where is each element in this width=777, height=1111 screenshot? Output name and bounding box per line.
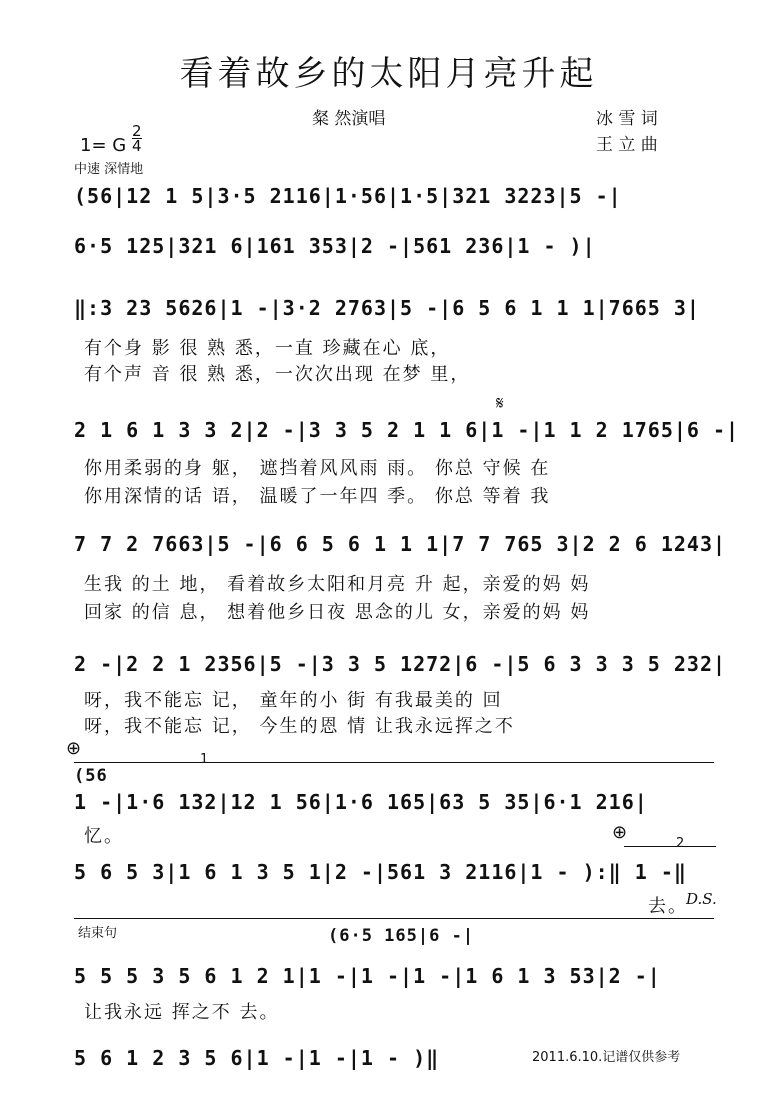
lyric-line-4b: 你用深情的话 语， 温暖了一年四 季。 你总 等着 我 bbox=[84, 486, 551, 507]
lyric-line-7: 忆。 bbox=[84, 826, 124, 847]
note-line-4: 2 1 6 1 3 3 2|2 -|3 3 5 2 1 1 6|1 -|1 1 2 1765|6 -| bbox=[74, 418, 740, 442]
note-line-10: 5 6 1 2 3 5 6|1 -|1 -|1 - )‖ bbox=[74, 1046, 440, 1070]
lyric-line-3b: 有个声 音 很 熟 悉，一次次出现 在梦 里， bbox=[84, 364, 471, 385]
composer-credit: 王 立 曲 bbox=[596, 135, 658, 155]
end-lyric: 去。 bbox=[648, 896, 688, 917]
key-signature bbox=[80, 124, 142, 156]
note-line-5: 7 7 2 7663|5 -|6 6 5 6 1 1 1|7 7 765 3|2 2 6 1243| bbox=[74, 532, 727, 556]
lyric-line-6b: 呀，我不能忘 记， 今生的恩 情 让我永远挥之不 bbox=[84, 716, 515, 737]
time-signature bbox=[132, 124, 142, 153]
time-bottom: 4 bbox=[131, 137, 142, 155]
volta-bracket-2 bbox=[624, 846, 716, 847]
lyric-line-3a: 有个身 影 很 熟 悉，一直 珍藏在心 底， bbox=[84, 338, 451, 359]
volta-bracket-1 bbox=[74, 762, 714, 763]
segno-icon: 𝄋 bbox=[496, 393, 504, 414]
note-line-7: 1 -|1·6 132|12 1 56|1·6 165|63 5 35|6·1 216| bbox=[74, 790, 648, 814]
pickup-notes: (56 bbox=[74, 766, 108, 786]
volta-label-2: 2 bbox=[676, 836, 685, 851]
lyric-line-4a: 你用柔弱的身 躯， 遮挡着风风雨 雨。 你总 守候 在 bbox=[84, 458, 551, 479]
note-line-9: 5 5 5 3 5 6 1 2 1|1 -|1 -|1 -|1 6 1 3 53|2 -| bbox=[74, 964, 661, 988]
note-line-8: 5 6 5 3|1 6 1 3 5 1|2 -|561 3 2116|1 - ):‖ 1 -‖ bbox=[74, 860, 687, 884]
lyricist-credit: 冰 雪 词 bbox=[596, 109, 658, 129]
page-title: 看着故乡的太阳月亮升起 bbox=[179, 54, 598, 94]
ending-label: 结束句 bbox=[78, 926, 118, 941]
coda-icon-2: ⊕ bbox=[612, 822, 628, 843]
lyric-line-5b: 回家 的信 息， 想着他乡日夜 思念的儿 女，亲爱的妈 妈 bbox=[84, 602, 591, 623]
lyric-line-5a: 生我 的土 地， 看着故乡太阳和月亮 升 起，亲爱的妈 妈 bbox=[84, 574, 591, 595]
note-line-1: (56|12 1 5|3·5 2116|1·56|1·5|321 3223|5 -| bbox=[74, 184, 622, 208]
transcription-note: 2011.6.10.记谱仅供参考 bbox=[532, 1050, 681, 1065]
lyric-line-6a: 呀，我不能忘 记， 童年的小 街 有我最美的 回 bbox=[84, 690, 503, 711]
lyric-line-9: 让我永远 挥之不 去。 bbox=[84, 1002, 280, 1023]
note-line-2: 6·5 125|321 6|161 353|2 -|561 236|1 - )| bbox=[74, 234, 596, 258]
note-line-3: ‖:3 23 5626|1 -|3·2 2763|5 -|6 5 6 1 1 1|7665 3| bbox=[74, 296, 700, 320]
volta-label-1: 1 bbox=[200, 752, 209, 767]
dal-segno-marking: D.S. bbox=[686, 890, 717, 908]
tempo-marking: 中速 深情地 bbox=[74, 162, 144, 177]
time-top: 2 bbox=[131, 122, 142, 140]
singer-credit: 粲 然演唱 bbox=[312, 109, 386, 129]
key-label: 1= G bbox=[80, 135, 127, 156]
ending-intro-notes: (6·5 165|6 -| bbox=[328, 926, 475, 946]
note-line-6: 2 -|2 2 1 2356|5 -|3 3 5 1272|6 -|5 6 3 3 3 5 232| bbox=[74, 652, 727, 676]
ending-bracket bbox=[74, 918, 714, 919]
coda-icon: ⊕ bbox=[66, 738, 82, 759]
